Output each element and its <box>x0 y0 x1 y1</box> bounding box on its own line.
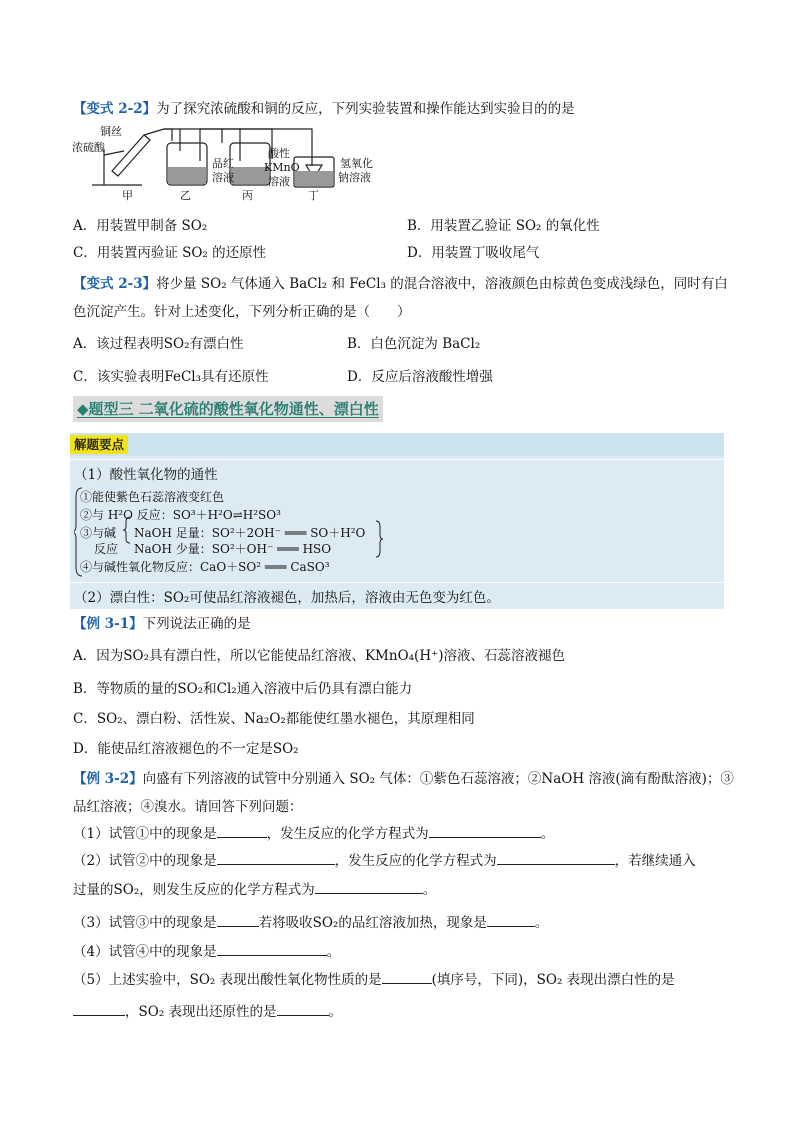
option-d: D．能使品红溶液褪色的不一定是SO₂ <box>73 741 299 757</box>
label-yi: 乙 <box>180 189 191 202</box>
answer-blank[interactable] <box>217 914 259 927</box>
text: （4）试管④中的现象是 <box>73 944 217 960</box>
section-heading: ◆题型三 二氧化硫的酸性氧化物通性、漂白性 <box>73 396 383 422</box>
question-stem-line2: 品红溶液；④溴水。请回答下列问题： <box>73 799 303 815</box>
text: ，SO₂ 表现出还原性的是 <box>125 1004 277 1020</box>
sub-question-5-cont <box>73 1000 342 1020</box>
text: （1）试管①中的现象是 <box>73 826 217 842</box>
text: （5）上述实验中，SO₂ 表现出酸性氧化物性质的是 <box>73 972 382 988</box>
question-2-2 <box>73 97 575 117</box>
question-tag: 【例 3-2】 <box>73 771 143 787</box>
sub-question-4 <box>73 940 340 960</box>
answer-blank[interactable] <box>217 825 267 838</box>
option-b: B．白色沉淀为 BaCl₂ <box>347 336 481 352</box>
text: 。 <box>326 944 341 960</box>
label-tongsi: 铜丝 <box>100 125 122 138</box>
sub-question-2 <box>73 849 696 869</box>
sub-question-1 <box>73 822 554 842</box>
divider <box>70 582 724 583</box>
text: 若将吸收SO₂的品红溶液加热，现象是 <box>258 915 487 931</box>
text: 。 <box>328 1004 343 1020</box>
option-a: A．因为SO₂具有漂白性，所以它能使品红溶液、KMnO₄(H⁺)溶液、石蕊溶液褪色 <box>73 648 565 664</box>
tips-naoh-excess: NaOH 足量：SO²＋2OH⁻ ═══ SO＋H²O <box>134 526 366 540</box>
tips-header-bar <box>70 433 724 456</box>
question-2-3 <box>73 272 728 292</box>
example-3-2 <box>73 767 734 787</box>
option-c: C．用装置丙验证 SO₂ 的还原性 <box>73 245 267 261</box>
question-tag: 【例 3-1】 <box>73 616 143 632</box>
label-qingyanghua: 氢氧化 <box>340 157 373 170</box>
answer-blank[interactable] <box>277 1003 329 1016</box>
label-suanxing: 酸性 <box>268 147 290 160</box>
apparatus-diagram <box>72 121 382 203</box>
option-d: D．反应后溶液酸性增强 <box>347 369 493 385</box>
sub-question-5 <box>73 968 675 988</box>
sub-question-3 <box>73 911 548 931</box>
option-c: C．该实验表明FeCl₃具有还原性 <box>73 369 269 385</box>
option-d: D．用装置丁吸收尾气 <box>407 245 540 261</box>
tips-naoh-limited: NaOH 少量：SO²＋OH⁻ ═══ HSO <box>134 542 332 556</box>
divider <box>70 459 724 460</box>
example-3-1 <box>73 612 251 632</box>
label-nongliusuan: 浓硫酸 <box>72 141 105 154</box>
sub-question-2-cont <box>73 878 436 898</box>
label-rongye2: 溶液 <box>268 175 290 188</box>
label-kmno4: KMnO <box>264 161 300 174</box>
question-stem: 为了探究浓硫酸和铜的反应，下列实验装置和操作能达到实验目的的是 <box>156 101 575 117</box>
text: （2）试管②中的现象是 <box>73 853 217 869</box>
tips-item-3b: 反应 <box>94 542 119 556</box>
text: 。 <box>422 882 437 898</box>
option-c: C．SO₂、漂白粉、活性炭、Na₂O₂都能使红墨水褪色，其原理相同 <box>73 711 475 727</box>
text: 过量的SO₂，则发生反应的化学方程式为 <box>73 882 315 898</box>
label-pinhong: 品红 <box>212 157 234 170</box>
answer-blank[interactable] <box>315 881 423 894</box>
text: (填序号，下同)，SO₂ 表现出漂白性的是 <box>431 972 675 988</box>
tips-item-2: ②与 H²O 反应：SO³＋H²O⇌H²SO³ <box>80 508 281 522</box>
option-b: B．等物质的量的SO₂和Cl₂通入溶液中后仍具有漂白能力 <box>73 681 413 697</box>
text: ，若继续通入 <box>614 853 696 869</box>
tips-item-4: ④与碱性氧化物反应：CaO＋SO² ═══ CaSO³ <box>80 560 330 574</box>
question-stem-line1: 向盛有下列溶液的试管中分别通入 SO₂ 气体：①紫色石蕊溶液；②NaOH 溶液(滴有酚酞溶液)；③ <box>142 771 734 787</box>
label-bing: 丙 <box>242 189 253 202</box>
label-narongye: 钠溶液 <box>338 171 371 184</box>
answer-blank[interactable] <box>217 852 335 865</box>
tips-item-3a: ③与碱 <box>80 526 117 540</box>
answer-blank[interactable] <box>73 1003 125 1016</box>
option-b: B．用装置乙验证 SO₂ 的氧化性 <box>407 218 600 234</box>
question-stem-line1: 将少量 SO₂ 气体通入 BaCl₂ 和 FeCl₃ 的混合溶液中，溶液颜色由棕黄色变成浅绿色，同时有白 <box>156 276 728 292</box>
text: 。 <box>540 826 555 842</box>
tips-label: 解题要点 <box>70 435 128 454</box>
text: （3）试管③中的现象是 <box>73 915 217 931</box>
answer-blank[interactable] <box>382 971 432 984</box>
option-a: A．用装置甲制备 SO₂ <box>73 218 208 234</box>
text: ，发生反应的化学方程式为 <box>266 826 429 842</box>
tips-item-1: ①能使紫色石蕊溶液变红色 <box>80 490 225 504</box>
answer-blank[interactable] <box>429 825 541 838</box>
label-rongye1: 溶液 <box>212 171 234 184</box>
answer-blank[interactable] <box>217 943 327 956</box>
answer-blank[interactable] <box>497 852 615 865</box>
tips-line-2: （2）漂白性：SO₂可使品红溶液褪色，加热后，溶液由无色变为红色。 <box>74 590 500 606</box>
label-jia: 甲 <box>122 189 133 202</box>
label-ding: 丁 <box>308 189 319 202</box>
question-stem-line2: 色沉淀产生。针对上述变化，下列分析正确的是（ ） <box>73 304 411 320</box>
option-a: A．该过程表明SO₂有漂白性 <box>73 336 244 352</box>
question-tag: 【变式 2-2】 <box>73 101 157 117</box>
text: 。 <box>534 915 549 931</box>
text: ，发生反应的化学方程式为 <box>334 853 497 869</box>
question-stem: 下列说法正确的是 <box>142 616 251 632</box>
tips-line-1: （1）酸性氧化物的通性 <box>74 467 218 483</box>
answer-blank[interactable] <box>487 914 535 927</box>
question-tag: 【变式 2-3】 <box>73 276 157 292</box>
